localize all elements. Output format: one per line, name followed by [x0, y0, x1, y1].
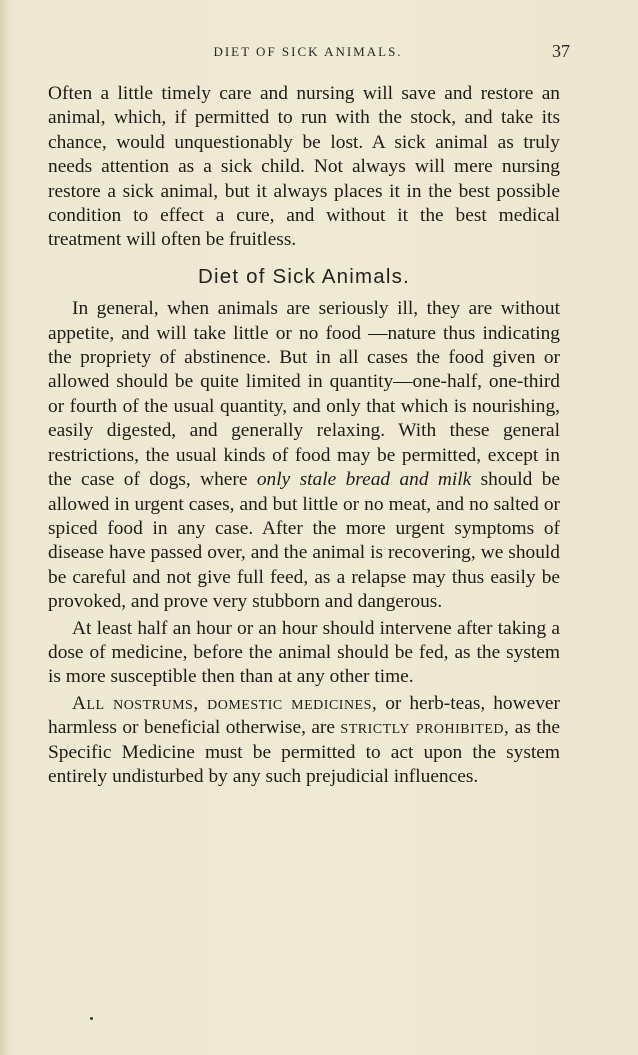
- page-binding-edge: [0, 0, 8, 1055]
- prohibitions-smallcaps-2: strictly prohibited,: [340, 717, 510, 739]
- page-body: [48, 82, 560, 789]
- paragraph-diet: [48, 297, 560, 614]
- paragraph-nursing: Often a little timely care and nursing will save and restore an animal, which, if permitted to run with the stock, and take its chance, would unquestionably be lost. A sick animal as truly needs attention as a sick child. Not always will mere nursing restore a sick animal, but it always places it in the best possible condition to effect a cure, and without it the best medical treatment will often be fruitless.: [48, 83, 560, 251]
- page-number: 37: [552, 41, 570, 61]
- prohibitions-smallcaps-1: All nostrums, domestic medicines,: [72, 692, 378, 714]
- ink-speck: [90, 1017, 93, 1020]
- paragraph-prohibitions: [48, 692, 560, 790]
- prohibitions-text-1: or herb-teas, however harmless or beneficial otherwise, are: [48, 692, 560, 739]
- running-head-title: DIET OF SICK ANIMALS.: [213, 44, 403, 59]
- prohibitions-text-2: as the Specific Medicine must be permitted to act upon the system entirely undisturbed by any such prejudicial influences.: [48, 717, 560, 787]
- paragraph-diet-text-2: should be allowed in urgent cases, and but little or no meat, and no salted or spiced food in any case. After the more urgent symptoms of disease have passed over, and the animal is recovering, we should be careful and not give full feed, as a relapse may thus easily be provoked, and prove very stubborn and dangerous.: [48, 469, 560, 613]
- paragraph-diet-italic: only stale bread and milk: [256, 469, 472, 491]
- section-heading: Diet of Sick Animals.: [197, 264, 411, 288]
- paragraph-diet-text-1: In general, when animals are seriously ill, they are without appetite, and will take little or no food —nature thus indicating the propriety of abstinence. But in all cases the food given or allowed should be quite limited in quantity—one-half, one-third or fourth of the usual quantity, and only that which is nourishing, easily digested, and generally relaxing. With these general restrictions, the usual kinds of food may be permitted, except in the case of dogs, where: [48, 298, 560, 491]
- paragraph-medicine-timing: At least half an hour or an hour should intervene after taking a dose of medicine, before the animal should be fed, as the system is more susceptible then than at any other time.: [48, 617, 560, 688]
